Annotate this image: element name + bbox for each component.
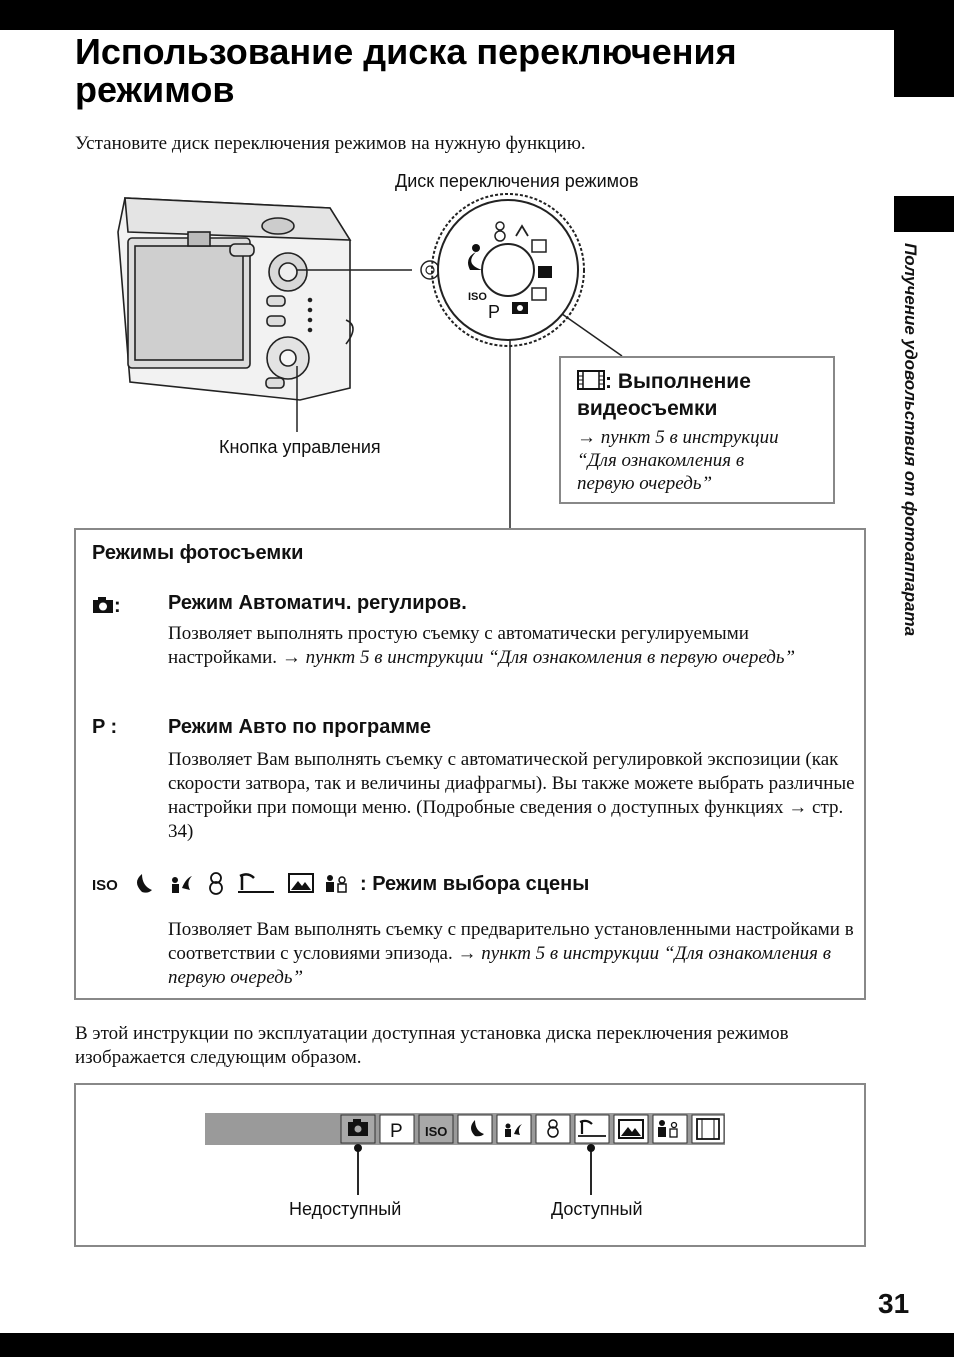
mode-dial	[421, 194, 584, 346]
scene-icons	[92, 868, 360, 898]
movie-mode-box	[559, 356, 835, 504]
movie-ref-line2: “Для ознакомления в	[577, 450, 745, 471]
intro-text: Установите диск переключения режимов на нужную функцию.	[75, 133, 586, 154]
program-mode-symbol: P :	[92, 716, 118, 738]
photo-modes-box	[74, 528, 866, 1000]
legend-p-symbol: P	[390, 1121, 403, 1142]
modes-heading: Режимы фотосъемки	[92, 542, 304, 564]
auto-mode-title: Режим Автоматич. регулиров.	[168, 592, 467, 614]
scene-mode-title: : Режим выбора сцены	[360, 873, 590, 895]
svg-text:ISO: ISO	[468, 291, 487, 303]
svg-text:P: P	[488, 302, 501, 322]
movie-ref-line1: → пункт 5 в инструкции	[577, 427, 779, 448]
movie-title-line2: видеосъемки	[577, 397, 718, 420]
movie-ref-line3: первую очередь”	[577, 473, 713, 494]
legend-intro-paragraph: В этой инструкции по эксплуатации доступная установка диска переключения режимов изображается следующим образом.	[75, 1023, 789, 1068]
svg-text:ISO: ISO	[92, 877, 118, 894]
dial-label: Диск переключения режимов	[395, 171, 639, 191]
movie-icon	[577, 369, 605, 391]
movie-title-line1: : Выполнение	[605, 370, 751, 393]
page-number: 31	[878, 1288, 910, 1319]
auto-mode-symbol: :	[92, 592, 121, 618]
available-label: Доступный	[551, 1199, 643, 1219]
legend-iso-symbol: ISO	[425, 1124, 448, 1139]
scene-mode-header	[92, 868, 589, 898]
page-title: Использование диска переключения режимов	[75, 31, 737, 110]
program-mode-description: Позволяет Вам выполнять съемку с автоматической регулировкой экспозиции (как скорости затвора, так и величины диафрагмы). Вы также можете выбрать различные настройки при помощи меню. (Подробные сведения о доступных функциях → стр. 34)	[168, 749, 855, 842]
auto-mode-description: Позволяет выполнять простую съемку с автоматически регулируемыми настройками. → пункт 5 в инструкции “Для ознакомления в первую очередь”	[168, 623, 796, 668]
unavailable-label: Недоступный	[289, 1199, 402, 1219]
camera-illustration	[118, 198, 353, 400]
control-button-label: Кнопка управления	[219, 437, 381, 457]
camera-icon	[92, 596, 114, 614]
program-mode-title: Режим Авто по программе	[168, 716, 432, 738]
bottom-bar	[0, 1333, 954, 1357]
scene-mode-description: Позволяет Вам выполнять съемку с предварительно установленными настройками в соответствии с условиями эпизода. → пункт 5 в инструкции “Для ознакомления в первую очередь”	[168, 919, 854, 988]
side-section-title: Получение удовольствия от фотоаппарата	[901, 243, 920, 637]
mode-availability-bar	[0, 1100, 954, 1200]
